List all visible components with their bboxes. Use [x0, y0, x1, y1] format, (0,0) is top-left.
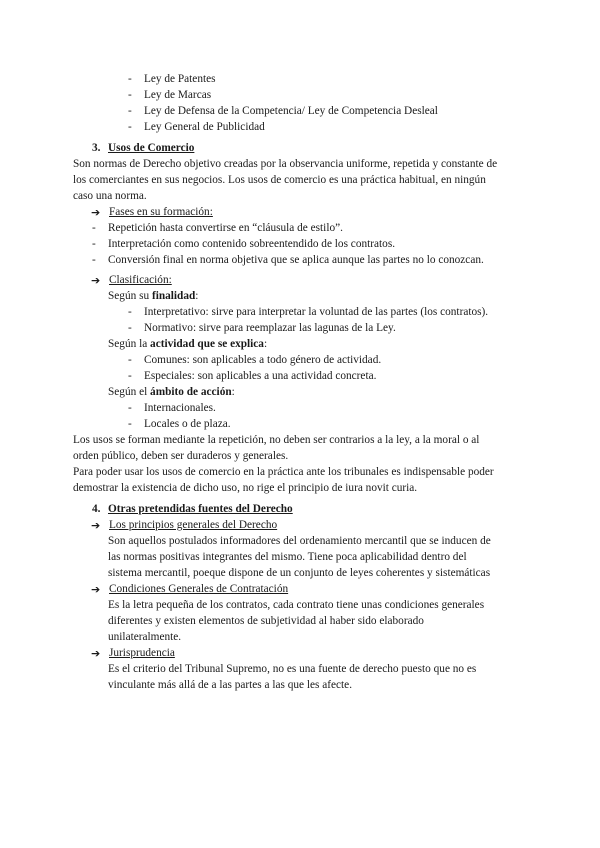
principles-text-line: sistema mercantil, poeque dispone de un conjunto de leyes coherentes y sistemáticas	[108, 567, 491, 579]
section-3-title: Usos de Comercio	[108, 142, 195, 154]
section-3-intro-line: los comerciantes en sus negocios. Los usos de comercio es una práctica habitual, en ningún	[73, 174, 486, 186]
section-3-closing-line: orden público, deben ser duraderos y generales.	[73, 450, 289, 462]
phase-item: Interpretación como contenido sobreentendido de los contratos.	[108, 238, 396, 250]
bullet-dash: -	[128, 370, 132, 382]
purpose-item: Interpretativo: sirve para interpretar la voluntad de las partes (los contratos).	[144, 306, 489, 318]
bullet-dash: -	[128, 418, 132, 430]
bullet-dash: -	[92, 238, 96, 250]
arrow-bullet-icon: ➔	[91, 206, 101, 219]
law-item: Ley de Patentes	[144, 73, 216, 85]
classification-by-activity: Según la actividad que se explica:	[108, 338, 268, 350]
scope-item: Locales o de plaza.	[144, 418, 231, 430]
bullet-dash: -	[128, 306, 132, 318]
phases-title: Fases en su formación:	[109, 206, 213, 218]
classification-by-purpose: Según su finalidad:	[108, 290, 199, 302]
bullet-dash: -	[92, 222, 96, 234]
bullet-dash: -	[128, 322, 132, 334]
principles-text-line: las normas positivas integrantes del mismo. Tiene poca aplicabilidad dentro del	[108, 551, 467, 563]
activity-item: Comunes: son aplicables a todo género de actividad.	[144, 354, 382, 366]
classification-by-scope: Según el ámbito de acción:	[108, 386, 235, 398]
phase-item: Conversión final en norma objetiva que se aplica aunque las partes no lo conozcan.	[108, 254, 484, 266]
section-4-title: Otras pretendidas fuentes del Derecho	[108, 503, 293, 515]
activity-item: Especiales: son aplicables a una actividad concreta.	[144, 370, 377, 382]
section-3-closing-line: Para poder usar los usos de comercio en la práctica ante los tribunales es indispensable poder	[73, 466, 494, 478]
classification-title: Clasificación:	[109, 274, 172, 286]
conditions-text-line: unilateralmente.	[108, 631, 182, 643]
purpose-item: Normativo: sirve para reemplazar las lagunas de la Ley.	[144, 322, 396, 334]
jurisprudence-text-line: Es el criterio del Tribunal Supremo, no es una fuente de derecho puesto que no es	[108, 663, 477, 675]
section-4-number: 4.	[92, 503, 101, 515]
section-3-intro-line: caso una norma.	[73, 190, 147, 202]
law-item: Ley de Defensa de la Competencia/ Ley de Competencia Desleal	[144, 105, 438, 117]
bullet-dash: -	[128, 105, 132, 117]
arrow-bullet-icon: ➔	[91, 274, 101, 287]
jurisprudence-text-line: vinculante más allá de a las partes a las que les afecte.	[108, 679, 353, 691]
bullet-dash: -	[128, 89, 132, 101]
law-item: Ley de Marcas	[144, 89, 212, 101]
bullet-dash: -	[128, 402, 132, 414]
bullet-dash: -	[128, 121, 132, 133]
arrow-bullet-icon: ➔	[91, 519, 101, 532]
phase-item: Repetición hasta convertirse en “cláusula de estilo”.	[108, 222, 343, 234]
bullet-dash: -	[92, 254, 96, 266]
section-3-number: 3.	[92, 142, 101, 154]
law-item: Ley General de Publicidad	[144, 121, 265, 133]
conditions-text-line: diferentes y existen elementos de subjetividad al haber sido elaborado	[108, 615, 424, 627]
bullet-dash: -	[128, 73, 132, 85]
jurisprudence-title: Jurisprudencia	[109, 647, 175, 659]
principles-text-line: Son aquellos postulados informadores del ordenamiento mercantil que se inducen de	[108, 535, 491, 547]
bullet-dash: -	[128, 354, 132, 366]
section-3-intro-line: Son normas de Derecho objetivo creadas por la observancia uniforme, repetida y constante de	[73, 158, 498, 170]
section-3-closing-line: demostrar la existencia de dicho uso, no rige el principio de iura novit curia.	[73, 482, 418, 494]
conditions-text-line: Es la letra pequeña de los contratos, cada contrato tiene unas condiciones generales	[108, 599, 485, 611]
section-3-closing-line: Los usos se forman mediante la repetición, no deben ser contrarios a la ley, a la moral o al	[73, 434, 480, 446]
scope-item: Internacionales.	[144, 402, 216, 414]
conditions-title: Condiciones Generales de Contratación	[109, 583, 289, 595]
arrow-bullet-icon: ➔	[91, 583, 101, 596]
principles-title: Los principios generales del Derecho	[109, 519, 278, 531]
arrow-bullet-icon: ➔	[91, 647, 101, 660]
